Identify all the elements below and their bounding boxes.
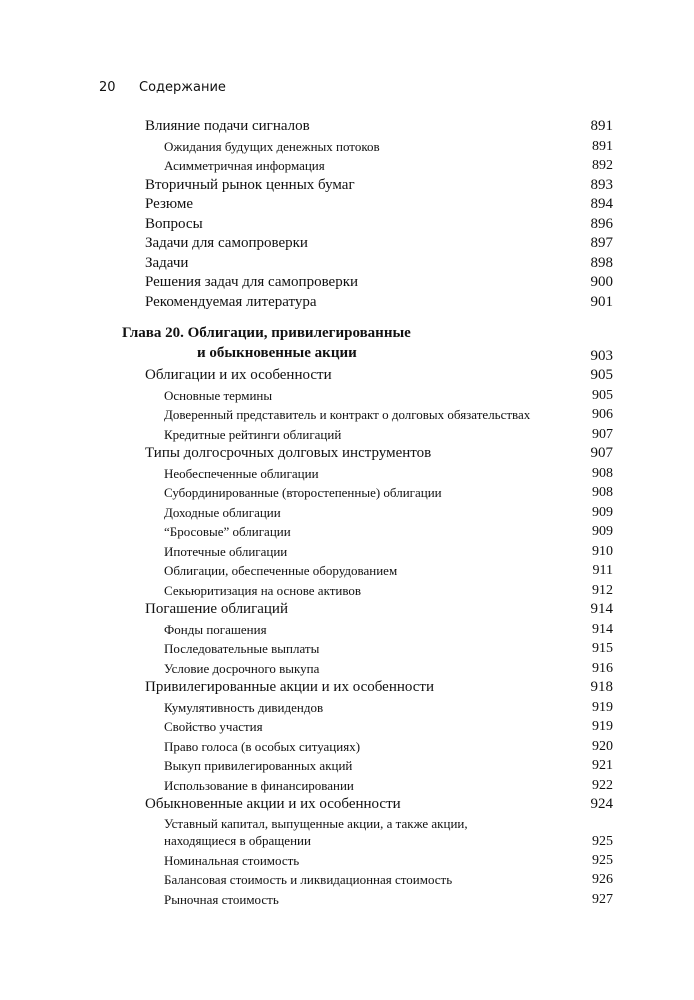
toc-entry[interactable] bbox=[0, 293, 694, 313]
toc-entry-page: 924 bbox=[590, 796, 613, 812]
toc-entry[interactable] bbox=[0, 464, 694, 484]
toc-entry-label: Балансовая стоимость и ликвидационная стоимость bbox=[164, 872, 453, 887]
toc-entry-label: Асимметричная информация bbox=[164, 158, 325, 173]
toc-entry-page: 927 bbox=[592, 891, 613, 907]
toc-entry-label: Доверенный представитель и контракт о долговых обязательствах bbox=[164, 407, 531, 422]
toc-entry[interactable] bbox=[0, 678, 694, 698]
toc-entry-label: Доходные облигации bbox=[164, 504, 281, 520]
toc-entry-page: 909 bbox=[592, 524, 613, 539]
toc-entry-page: 914 bbox=[590, 601, 613, 617]
toc-entry-page: 909 bbox=[592, 504, 613, 520]
toc-entry[interactable] bbox=[0, 366, 694, 386]
toc-entry[interactable] bbox=[0, 444, 694, 464]
toc-entry[interactable] bbox=[0, 851, 694, 871]
toc-entry[interactable] bbox=[0, 870, 694, 890]
toc-entry-page: 918 bbox=[590, 679, 613, 695]
toc-entry-page: 921 bbox=[592, 758, 613, 773]
toc-entry[interactable] bbox=[0, 620, 694, 640]
toc-entry-label: Резюме bbox=[145, 196, 194, 212]
toc-entry[interactable] bbox=[0, 522, 694, 542]
toc-entry-label bbox=[164, 815, 468, 850]
toc-section-after bbox=[0, 366, 694, 909]
toc-entry-label: Последовательные выплаты bbox=[164, 641, 320, 656]
toc-entry-label: Право голоса (в особых ситуациях) bbox=[164, 738, 361, 754]
toc-entry-label: Облигации, обеспеченные оборудованием bbox=[164, 563, 398, 578]
chapter-title-line-2: и обыкновенные акции bbox=[197, 345, 357, 361]
toc-section-before bbox=[0, 117, 694, 312]
toc-entry[interactable] bbox=[0, 542, 694, 562]
toc-entry-page: 893 bbox=[590, 176, 613, 193]
table-of-contents bbox=[0, 117, 694, 909]
toc-entry[interactable] bbox=[0, 756, 694, 776]
toc-entry[interactable] bbox=[0, 483, 694, 503]
toc-entry-label: Решения задач для самопроверки bbox=[145, 274, 359, 290]
chapter-page-number: 903 bbox=[590, 348, 613, 364]
toc-entry-page: 925 bbox=[592, 852, 613, 868]
toc-entry-label: Задачи для самопроверки bbox=[145, 235, 308, 251]
toc-entry-label-line-1: Уставный капитал, выпущенные акции, а также акции, bbox=[164, 815, 468, 831]
running-title: Содержание bbox=[139, 80, 226, 95]
toc-entry[interactable] bbox=[0, 659, 694, 679]
toc-entry-label: Вопросы bbox=[145, 215, 203, 232]
toc-entry-label-line-2: находящиеся в обращении bbox=[164, 833, 311, 848]
toc-entry-page: 891 bbox=[590, 118, 613, 134]
toc-entry[interactable] bbox=[0, 405, 694, 425]
toc-entry[interactable] bbox=[0, 503, 694, 523]
toc-entry[interactable] bbox=[0, 639, 694, 659]
toc-entry-label: Основные термины bbox=[164, 387, 273, 403]
toc-entry-label: Погашение облигаций bbox=[145, 601, 288, 617]
toc-entry-page: 896 bbox=[590, 215, 613, 232]
toc-entry[interactable] bbox=[0, 581, 694, 601]
toc-entry[interactable] bbox=[0, 156, 694, 176]
page-number: 20 bbox=[99, 80, 116, 95]
running-header bbox=[99, 80, 226, 95]
toc-entry-page: 920 bbox=[592, 738, 613, 754]
toc-entry[interactable] bbox=[0, 117, 694, 137]
toc-entry-label: Условие досрочного выкупа bbox=[164, 660, 320, 676]
toc-entry[interactable] bbox=[0, 698, 694, 718]
toc-entry-label: Облигации и их особенности bbox=[145, 367, 332, 383]
toc-entry-page: 907 bbox=[590, 445, 613, 461]
toc-entry-page: 926 bbox=[592, 872, 613, 887]
toc-entry-page: 892 bbox=[592, 158, 613, 173]
toc-entry-page: 910 bbox=[592, 543, 613, 559]
toc-entry[interactable] bbox=[0, 737, 694, 757]
toc-entry-label: Типы долгосрочных долговых инструментов bbox=[145, 445, 432, 461]
toc-entry-page: 900 bbox=[590, 274, 613, 290]
toc-entry-label: Ипотечные облигации bbox=[164, 543, 288, 559]
toc-entry[interactable] bbox=[0, 234, 694, 254]
toc-entry[interactable] bbox=[0, 386, 694, 406]
toc-entry[interactable] bbox=[0, 273, 694, 293]
toc-entry[interactable] bbox=[0, 254, 694, 274]
toc-entry-label: Кредитные рейтинги облигаций bbox=[164, 426, 342, 442]
toc-entry-label: Субординированные (второстепенные) облигации bbox=[164, 485, 442, 500]
toc-entry-page: 901 bbox=[590, 293, 613, 310]
toc-entry-page: 911 bbox=[592, 563, 613, 578]
toc-entry-page: 905 bbox=[592, 387, 613, 403]
toc-entry-page: 905 bbox=[590, 367, 613, 383]
toc-entry-page: 906 bbox=[592, 407, 613, 422]
toc-entry[interactable] bbox=[0, 425, 694, 445]
toc-entry-label: Ожидания будущих денежных потоков bbox=[164, 138, 380, 154]
chapter-heading[interactable] bbox=[0, 323, 694, 366]
toc-entry[interactable] bbox=[0, 890, 694, 910]
toc-entry[interactable] bbox=[0, 776, 694, 796]
toc-entry[interactable] bbox=[0, 195, 694, 215]
toc-entry-page: 919 bbox=[592, 719, 613, 734]
toc-entry-label: Использование в финансировании bbox=[164, 777, 354, 793]
toc-entry[interactable] bbox=[0, 137, 694, 157]
toc-entry-label: Вторичный рынок ценных бумаг bbox=[145, 176, 355, 193]
toc-entry-page: 916 bbox=[592, 660, 613, 676]
toc-entry-page: 898 bbox=[590, 254, 613, 271]
toc-entry-label: Влияние подачи сигналов bbox=[145, 118, 310, 134]
chapter-title-line-1: Глава 20. Облигации, привилегированные bbox=[122, 325, 411, 341]
toc-entry-label: Рыночная стоимость bbox=[164, 891, 279, 907]
toc-entry[interactable] bbox=[0, 600, 694, 620]
toc-entry-label: Выкуп привилегированных акций bbox=[164, 758, 353, 773]
toc-entry-label: “Бросовые” облигации bbox=[164, 524, 291, 539]
toc-entry-label: Привилегированные акции и их особенности bbox=[145, 679, 434, 695]
toc-entry-label: Фонды погашения bbox=[164, 621, 267, 637]
toc-entry-label: Необеспеченные облигации bbox=[164, 465, 319, 481]
toc-entry-label: Секьюритизация на основе активов bbox=[164, 582, 362, 598]
toc-entry-page: 907 bbox=[592, 426, 613, 442]
toc-entry-page: 915 bbox=[592, 641, 613, 656]
toc-entry-label: Задачи bbox=[145, 254, 189, 271]
toc-entry-page: 925 bbox=[592, 834, 613, 849]
toc-entry-page: 891 bbox=[592, 138, 613, 154]
toc-entry-page: 897 bbox=[590, 235, 613, 251]
toc-entry[interactable] bbox=[0, 215, 694, 235]
toc-entry[interactable] bbox=[0, 815, 694, 851]
toc-entry-page: 894 bbox=[590, 196, 613, 212]
toc-entry-page: 919 bbox=[592, 699, 613, 715]
toc-entry-page: 908 bbox=[592, 485, 613, 500]
toc-entry-label: Номинальная стоимость bbox=[164, 852, 300, 868]
toc-entry-page: 922 bbox=[592, 777, 613, 793]
toc-entry-label: Обыкновенные акции и их особенности bbox=[145, 796, 401, 812]
toc-entry-label: Рекомендуемая литература bbox=[145, 293, 317, 310]
toc-entry[interactable] bbox=[0, 176, 694, 196]
toc-entry-label: Кумулятивность дивидендов bbox=[164, 699, 324, 715]
toc-entry-page: 912 bbox=[592, 582, 613, 598]
toc-entry-page: 908 bbox=[592, 465, 613, 481]
toc-entry[interactable] bbox=[0, 561, 694, 581]
toc-entry[interactable] bbox=[0, 717, 694, 737]
toc-entry[interactable] bbox=[0, 795, 694, 815]
toc-entry-page: 914 bbox=[592, 621, 613, 637]
toc-entry-label: Свойство участия bbox=[164, 719, 263, 734]
